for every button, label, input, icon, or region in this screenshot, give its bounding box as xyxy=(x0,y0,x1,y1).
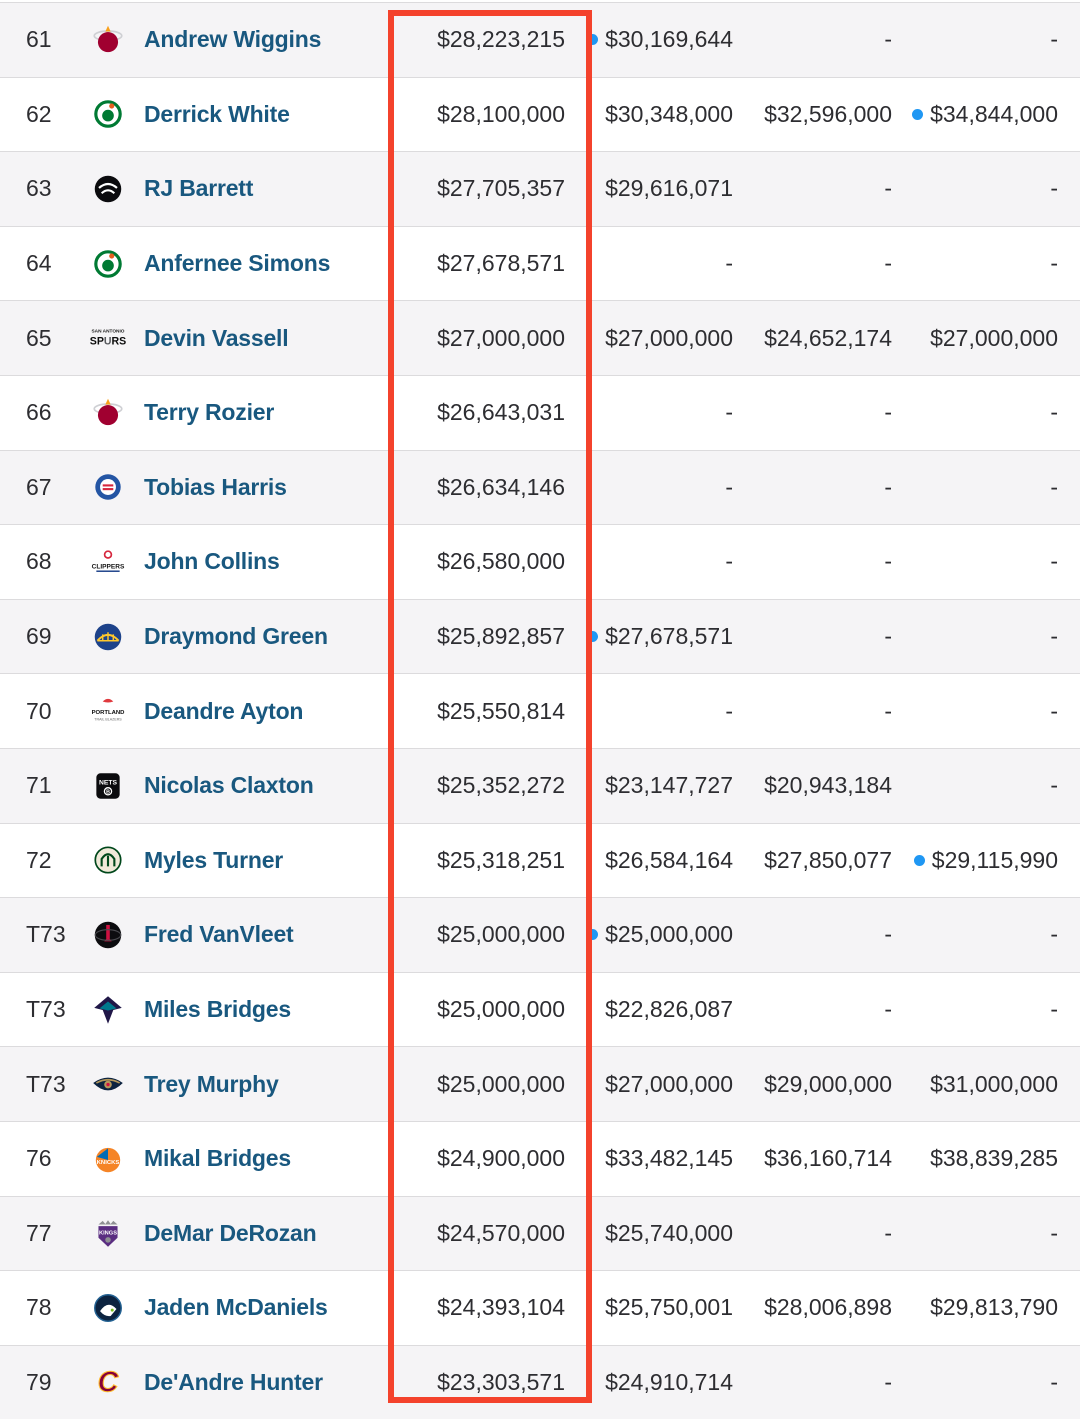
player-name-link[interactable]: Devin Vassell xyxy=(144,324,289,351)
table-row xyxy=(0,375,1080,450)
salary-value: $25,318,251 xyxy=(437,846,565,873)
svg-text:B: B xyxy=(106,789,110,796)
pistons-logo xyxy=(88,467,128,507)
salary-cell-year3 xyxy=(733,474,892,501)
salary-cell-year3 xyxy=(733,698,892,725)
salary-cell-year4 xyxy=(892,1369,1058,1396)
option-dot-icon xyxy=(587,34,598,45)
salary-cell-year1 xyxy=(385,1145,565,1172)
heat-logo xyxy=(88,393,128,433)
salary-cell-year2 xyxy=(565,847,733,874)
rockets-logo xyxy=(88,915,128,955)
player-name-link[interactable]: Tobias Harris xyxy=(144,473,287,500)
salary-value: - xyxy=(1050,473,1058,500)
salary-value: $24,900,000 xyxy=(437,1145,565,1172)
salary-value: $38,839,285 xyxy=(930,1145,1058,1172)
option-dot-icon xyxy=(587,631,598,642)
player-name-link[interactable]: Draymond Green xyxy=(144,623,328,650)
svg-text:NETS: NETS xyxy=(98,779,118,787)
salary-value: - xyxy=(884,1219,892,1246)
rank-cell: 65 xyxy=(26,324,52,351)
salary-value: $28,223,215 xyxy=(437,26,565,53)
salary-value: $36,160,714 xyxy=(764,1145,892,1172)
salary-value: $33,482,145 xyxy=(605,1145,733,1172)
rank-cell: 72 xyxy=(26,846,52,873)
salary-cell-year4 xyxy=(892,1071,1058,1098)
salary-cell-year1 xyxy=(385,772,565,799)
salary-cell-year4 xyxy=(892,399,1058,426)
salary-value: - xyxy=(1050,697,1058,724)
salary-cell-year4 xyxy=(892,1220,1058,1247)
salary-cell-year3 xyxy=(733,847,892,874)
salary-value: - xyxy=(725,399,733,426)
salary-value: $25,750,001 xyxy=(605,1294,733,1321)
salary-value: $27,000,000 xyxy=(930,324,1058,351)
salary-value: - xyxy=(884,623,892,650)
salary-cell-year3 xyxy=(733,1369,892,1396)
player-name-link[interactable]: John Collins xyxy=(144,548,280,575)
rank-cell: 62 xyxy=(26,100,52,127)
salary-cell-year4 xyxy=(892,325,1058,352)
bucks-logo xyxy=(88,840,128,880)
salary-cell-year3 xyxy=(733,1071,892,1098)
salary-value: $29,813,790 xyxy=(930,1294,1058,1321)
salary-cell-year1 xyxy=(385,548,565,575)
salary-value: $24,570,000 xyxy=(437,1219,565,1246)
svg-text:C: C xyxy=(97,1367,119,1400)
player-name-link[interactable]: De'Andre Hunter xyxy=(144,1368,323,1395)
rank-cell: 63 xyxy=(26,175,52,202)
salary-cell-year3 xyxy=(733,548,892,575)
table-row xyxy=(0,1270,1080,1345)
svg-text:CLIPPERS: CLIPPERS xyxy=(91,563,125,571)
cavaliers-logo xyxy=(88,1362,128,1402)
salary-cell-year4 xyxy=(892,474,1058,501)
salary-cell-year2 xyxy=(565,623,733,650)
salary-value: - xyxy=(884,548,892,575)
table-row xyxy=(0,1345,1080,1419)
rank-cell: 70 xyxy=(26,697,52,724)
salary-value: $23,303,571 xyxy=(437,1368,565,1395)
salary-cell-year2 xyxy=(565,26,733,53)
rank-cell: 71 xyxy=(26,772,52,799)
salary-cell-year4 xyxy=(892,26,1058,53)
salary-cell-year1 xyxy=(385,698,565,725)
salary-cell-year2 xyxy=(565,921,733,948)
table-row xyxy=(0,1046,1080,1121)
salary-value: $34,844,000 xyxy=(930,100,1058,127)
player-name-link[interactable]: Trey Murphy xyxy=(144,1070,279,1097)
salary-value: - xyxy=(1050,250,1058,277)
salary-value: $27,000,000 xyxy=(605,324,733,351)
salary-cell-year1 xyxy=(385,1294,565,1321)
salary-cell-year1 xyxy=(385,325,565,352)
pelicans-logo xyxy=(88,1064,128,1104)
salary-value: $29,000,000 xyxy=(764,1070,892,1097)
salary-value: - xyxy=(1050,1219,1058,1246)
rank-cell: T73 xyxy=(26,996,66,1023)
salary-value: $25,892,857 xyxy=(437,623,565,650)
salary-cell-year1 xyxy=(385,175,565,202)
timberwolves-logo xyxy=(88,1288,128,1328)
salary-cell-year4 xyxy=(892,921,1058,948)
salary-value: - xyxy=(725,473,733,500)
blazers-logo xyxy=(88,691,128,731)
salary-cell-year2 xyxy=(565,474,733,501)
salary-value: $25,000,000 xyxy=(437,1070,565,1097)
salary-cell-year3 xyxy=(733,623,892,650)
salary-cell-year3 xyxy=(733,250,892,277)
rank-cell: 78 xyxy=(26,1294,52,1321)
salary-cell-year2 xyxy=(565,250,733,277)
table-row xyxy=(0,673,1080,748)
player-name-link[interactable]: Andrew Wiggins xyxy=(144,26,322,53)
rank-cell: T73 xyxy=(26,921,66,948)
salary-value: - xyxy=(884,26,892,53)
salary-value: $26,643,031 xyxy=(437,399,565,426)
salary-value: $25,352,272 xyxy=(437,772,565,799)
svg-text:TRAIL BLAZERS: TRAIL BLAZERS xyxy=(94,717,122,722)
table-row xyxy=(0,1196,1080,1271)
table-row xyxy=(0,524,1080,599)
salary-cell-year1 xyxy=(385,996,565,1023)
rank-cell: 77 xyxy=(26,1219,52,1246)
clippers-logo xyxy=(88,542,128,582)
table-row xyxy=(0,1121,1080,1196)
player-name-link[interactable]: Nicolas Claxton xyxy=(144,772,314,799)
salary-value: $22,826,087 xyxy=(605,996,733,1023)
option-dot-icon xyxy=(914,855,925,866)
salary-value: - xyxy=(725,697,733,724)
salary-cell-year1 xyxy=(385,921,565,948)
salary-value: $29,616,071 xyxy=(605,175,733,202)
player-name-link[interactable]: Myles Turner xyxy=(144,846,284,873)
salary-value: - xyxy=(884,921,892,948)
rank-cell: 69 xyxy=(26,623,52,650)
salary-cell-year2 xyxy=(565,996,733,1023)
salary-cell-year1 xyxy=(385,474,565,501)
salary-value: - xyxy=(1050,996,1058,1023)
salary-cell-year3 xyxy=(733,325,892,352)
player-name-link[interactable]: Mikal Bridges xyxy=(144,1145,291,1172)
salary-cell-year2 xyxy=(565,1220,733,1247)
salary-value: $26,584,164 xyxy=(605,846,733,873)
kings-logo xyxy=(88,1213,128,1253)
salary-value: - xyxy=(884,473,892,500)
salary-cell-year4 xyxy=(892,1294,1058,1321)
option-dot-icon xyxy=(912,109,923,120)
salary-cell-year1 xyxy=(385,101,565,128)
salary-cell-year2 xyxy=(565,548,733,575)
player-name-link[interactable]: Fred VanVleet xyxy=(144,921,294,948)
salary-cell-year3 xyxy=(733,1220,892,1247)
salary-value: - xyxy=(1050,1368,1058,1395)
salary-value: $25,550,814 xyxy=(437,697,565,724)
salary-value: $27,678,571 xyxy=(437,250,565,277)
salary-cell-year4 xyxy=(892,250,1058,277)
salary-cell-year1 xyxy=(385,847,565,874)
salary-cell-year3 xyxy=(733,772,892,799)
heat-logo xyxy=(88,20,128,60)
salary-value: $31,000,000 xyxy=(930,1070,1058,1097)
salary-cell-year3 xyxy=(733,1145,892,1172)
salary-cell-year3 xyxy=(733,399,892,426)
salary-value: $26,634,146 xyxy=(437,473,565,500)
salary-cell-year1 xyxy=(385,1071,565,1098)
salary-cell-year3 xyxy=(733,26,892,53)
salary-value: $30,169,644 xyxy=(605,26,733,53)
salary-value: - xyxy=(884,250,892,277)
salary-value: $27,678,571 xyxy=(605,623,733,650)
salary-cell-year4 xyxy=(892,101,1058,128)
salary-value: $23,147,727 xyxy=(605,772,733,799)
salary-value: - xyxy=(1050,399,1058,426)
player-name-link[interactable]: Miles Bridges xyxy=(144,996,291,1023)
salary-cell-year3 xyxy=(733,101,892,128)
rank-cell: 76 xyxy=(26,1145,52,1172)
salary-cell-year3 xyxy=(733,175,892,202)
salary-value: $29,115,990 xyxy=(931,846,1058,873)
salary-value: $25,000,000 xyxy=(437,921,565,948)
salary-cell-year2 xyxy=(565,325,733,352)
svg-text:SPURS: SPURS xyxy=(90,335,126,348)
salary-value: - xyxy=(1050,175,1058,202)
salary-cell-year2 xyxy=(565,772,733,799)
salary-cell-year2 xyxy=(565,1294,733,1321)
salary-value: - xyxy=(884,175,892,202)
table-row xyxy=(0,151,1080,226)
salary-value: $32,596,000 xyxy=(764,100,892,127)
salary-cell-year2 xyxy=(565,399,733,426)
svg-text:KNICKS: KNICKS xyxy=(96,1159,120,1166)
spurs-logo xyxy=(88,318,128,358)
salary-value: $25,740,000 xyxy=(605,1219,733,1246)
salary-cell-year4 xyxy=(892,772,1058,799)
salary-value: - xyxy=(1050,26,1058,53)
salary-cell-year4 xyxy=(892,1145,1058,1172)
salary-value: - xyxy=(884,399,892,426)
salary-value: - xyxy=(725,548,733,575)
table-row xyxy=(0,599,1080,674)
salary-cell-year1 xyxy=(385,1369,565,1396)
table-row xyxy=(0,77,1080,152)
svg-text:PORTLAND: PORTLAND xyxy=(91,710,125,717)
rank-cell: 68 xyxy=(26,548,52,575)
table-row xyxy=(0,2,1080,77)
salary-value: $27,705,357 xyxy=(437,175,565,202)
table-row xyxy=(0,972,1080,1047)
rank-cell: 79 xyxy=(26,1368,52,1395)
salary-cell-year2 xyxy=(565,1369,733,1396)
salary-cell-year4 xyxy=(892,548,1058,575)
table-row xyxy=(0,450,1080,525)
salary-cell-year4 xyxy=(892,175,1058,202)
salary-value: - xyxy=(1050,772,1058,799)
table-row xyxy=(0,897,1080,972)
player-name-link[interactable]: Deandre Ayton xyxy=(144,697,304,724)
salary-value: $25,000,000 xyxy=(605,921,733,948)
player-name-link[interactable]: Anfernee Simons xyxy=(144,250,331,277)
salary-value: - xyxy=(884,697,892,724)
salary-cell-year4 xyxy=(892,623,1058,650)
table-row xyxy=(0,823,1080,898)
raptors-logo xyxy=(88,169,128,209)
salary-cell-year3 xyxy=(733,921,892,948)
table-row xyxy=(0,300,1080,375)
hornets-logo xyxy=(88,990,128,1030)
salary-cell-year4 xyxy=(892,698,1058,725)
salary-value: $27,000,000 xyxy=(437,324,565,351)
salary-cell-year3 xyxy=(733,996,892,1023)
rank-cell: 61 xyxy=(26,26,52,53)
salary-value: - xyxy=(884,996,892,1023)
salary-value: $28,100,000 xyxy=(437,100,565,127)
salary-value: - xyxy=(725,250,733,277)
salary-value: $25,000,000 xyxy=(437,996,565,1023)
option-dot-icon xyxy=(587,929,598,940)
salary-cell-year4 xyxy=(892,996,1058,1023)
player-name-link[interactable]: Jaden McDaniels xyxy=(144,1294,328,1321)
nets-logo xyxy=(88,766,128,806)
player-name-link[interactable]: Terry Rozier xyxy=(144,399,275,426)
salary-value: $28,006,898 xyxy=(764,1294,892,1321)
salary-cell-year1 xyxy=(385,26,565,53)
rank-cell: 67 xyxy=(26,473,52,500)
warriors-logo xyxy=(88,617,128,657)
salary-value: - xyxy=(1050,921,1058,948)
salary-value: - xyxy=(1050,548,1058,575)
table-row xyxy=(0,226,1080,301)
salary-cell-year2 xyxy=(565,1071,733,1098)
player-name-link[interactable]: Derrick White xyxy=(144,100,290,127)
salary-value: $24,393,104 xyxy=(437,1294,565,1321)
celtics-logo xyxy=(88,94,128,134)
salary-value: $24,652,174 xyxy=(764,324,892,351)
salary-cell-year1 xyxy=(385,1220,565,1247)
salary-cell-year2 xyxy=(565,698,733,725)
player-name-link[interactable]: DeMar DeRozan xyxy=(144,1219,317,1246)
salary-cell-year2 xyxy=(565,175,733,202)
rank-cell: 64 xyxy=(26,250,52,277)
salary-value: $24,910,714 xyxy=(605,1368,733,1395)
salary-cell-year1 xyxy=(385,250,565,277)
salary-cell-year3 xyxy=(733,1294,892,1321)
salary-value: - xyxy=(1050,623,1058,650)
svg-text:KINGS: KINGS xyxy=(98,1230,118,1237)
salary-cell-year2 xyxy=(565,1145,733,1172)
celtics-logo xyxy=(88,244,128,284)
salary-value: $30,348,000 xyxy=(605,100,733,127)
player-name-link[interactable]: RJ Barrett xyxy=(144,175,254,202)
salary-value: $20,943,184 xyxy=(764,772,892,799)
table-row xyxy=(0,748,1080,823)
rank-cell: T73 xyxy=(26,1070,66,1097)
svg-text:SAN ANTONIO: SAN ANTONIO xyxy=(91,329,125,335)
rank-cell: 66 xyxy=(26,399,52,426)
knicks-logo xyxy=(88,1139,128,1179)
salary-value: - xyxy=(884,1368,892,1395)
salary-cell-year4 xyxy=(892,847,1058,874)
salary-value: $27,000,000 xyxy=(605,1070,733,1097)
salary-value: $27,850,077 xyxy=(764,846,892,873)
salary-cell-year2 xyxy=(565,101,733,128)
salary-value: $26,580,000 xyxy=(437,548,565,575)
salary-cell-year1 xyxy=(385,399,565,426)
salary-cell-year1 xyxy=(385,623,565,650)
